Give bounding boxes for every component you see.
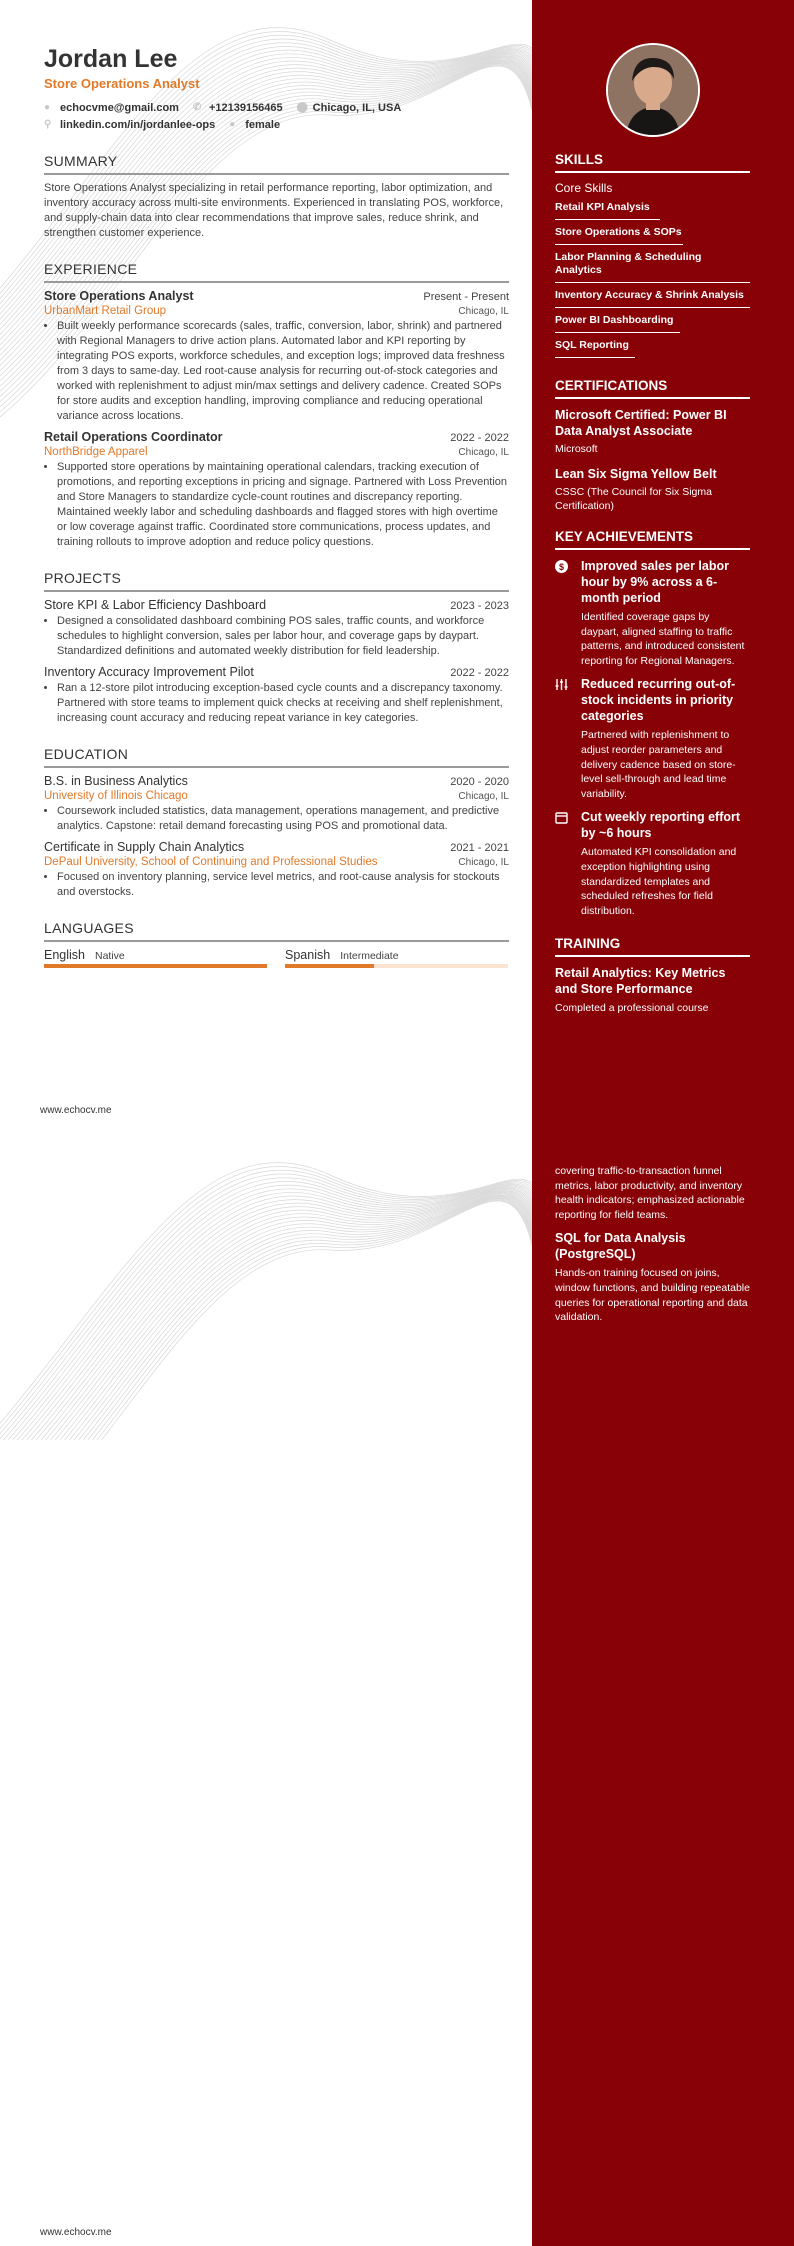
skill-item: Labor Planning & Scheduling Analytics bbox=[555, 245, 750, 283]
experience-title: EXPERIENCE bbox=[44, 261, 509, 283]
achievement-item bbox=[555, 558, 750, 668]
training-desc: Hands-on training focused on joins, window functions, and building repeatable queries for operational reporting and data validation. bbox=[555, 1267, 750, 1324]
gender-text: female bbox=[245, 118, 281, 131]
sidebar-content bbox=[555, 152, 750, 1016]
school-location: Chicago, IL bbox=[458, 857, 509, 868]
achievement-title: Cut weekly reporting effort by ~6 hours bbox=[581, 810, 741, 841]
project-bullet: • Designed a consolidated dashboard combining POS sales, traffic counts, and workforce schedules to highlight conversion, sales per labor hour, and coverage gaps by daypart. Standardized definitions and automated weekly distribution for field leadership. bbox=[57, 614, 509, 659]
certification-org: Microsoft bbox=[555, 443, 598, 455]
skill-item: Retail KPI Analysis bbox=[555, 195, 660, 220]
training-name: SQL for Data Analysis (PostgreSQL) bbox=[555, 1231, 686, 1262]
skill-item: Power BI Dashboarding bbox=[555, 308, 680, 333]
language-item bbox=[285, 948, 508, 968]
language-level: Intermediate bbox=[340, 950, 399, 962]
location-item bbox=[297, 102, 402, 114]
school-name: University of Illinois Chicago bbox=[44, 790, 188, 802]
certification-org: CSSC (The Council for Six Sigma Certification) bbox=[555, 486, 712, 512]
location-pin-icon: ⬤ bbox=[296, 101, 308, 113]
achievements-title: KEY ACHIEVEMENTS bbox=[555, 529, 750, 550]
project-entry bbox=[44, 598, 509, 659]
certification-name: Microsoft Certified: Power BI Data Analyst Associate bbox=[555, 408, 727, 438]
gender-item bbox=[229, 119, 280, 131]
phone-text: +12139156465 bbox=[208, 101, 283, 114]
person-icon: ● bbox=[229, 118, 236, 130]
experience-entry bbox=[44, 430, 509, 550]
skill-item: SQL Reporting bbox=[555, 333, 635, 358]
education-dates: 2021 - 2021 bbox=[450, 842, 509, 854]
dollar-icon bbox=[555, 558, 571, 668]
summary-text: Store Operations Analyst specializing in retail performance reporting, labor optimization, and inventory accuracy across multi-site environments. Experienced in translating POS, workforce, and supply-chain data into clear recommendations that improve sales, reduce shrink, and strengthen customer experience. bbox=[44, 182, 504, 239]
education-bullet: • Focused on inventory planning, service level metrics, and root-cause analysis for stockouts and overstocks. bbox=[57, 870, 509, 900]
sidebar-content-continued bbox=[555, 1164, 750, 1325]
language-level: Native bbox=[95, 950, 125, 962]
job-location: Chicago, IL bbox=[458, 306, 509, 317]
education-bullet: • Coursework included statistics, data management, operations management, and predictive analytics. Capstone: retail demand forecasting using POS and promotional data. bbox=[57, 804, 509, 834]
at-icon: ● bbox=[44, 101, 51, 113]
sliders-icon bbox=[555, 676, 571, 801]
footer-link[interactable]: www.echocv.me bbox=[40, 2227, 112, 2238]
skills-title: SKILLS bbox=[555, 152, 750, 173]
degree-name: Certificate in Supply Chain Analytics bbox=[44, 840, 245, 854]
job-dates: 2022 - 2022 bbox=[450, 432, 509, 444]
language-name: English bbox=[44, 948, 85, 962]
education-entry bbox=[44, 774, 509, 834]
certifications-title: CERTIFICATIONS bbox=[555, 378, 750, 399]
language-bar bbox=[285, 964, 508, 968]
project-name: Store KPI & Labor Efficiency Dashboard bbox=[44, 598, 267, 612]
skill-item: Inventory Accuracy & Shrink Analysis bbox=[555, 283, 750, 308]
summary-title: SUMMARY bbox=[44, 153, 509, 175]
page-break bbox=[0, 1122, 532, 1140]
contact-info bbox=[44, 99, 509, 133]
education-title: EDUCATION bbox=[44, 746, 509, 768]
education-entry bbox=[44, 840, 509, 900]
job-title: Store Operations Analyst bbox=[44, 289, 194, 303]
language-name: Spanish bbox=[285, 948, 331, 962]
achievement-desc: Automated KPI consolidation and exception highlighting using standardized templates and scheduled refreshes for field distribution. bbox=[581, 846, 737, 917]
linkedin-item[interactable] bbox=[44, 119, 215, 131]
phone-item[interactable] bbox=[193, 102, 283, 114]
training-desc: covering traffic-to-transaction funnel metrics, labor productivity, and inventory health indicators; emphasized actionable reporting for field teams. bbox=[555, 1165, 745, 1221]
calendar-icon bbox=[555, 809, 571, 918]
languages-list bbox=[44, 948, 509, 968]
education-dates: 2020 - 2020 bbox=[450, 776, 509, 788]
linkedin-text: linkedin.com/in/jordanlee-ops bbox=[60, 118, 216, 131]
experience-entry bbox=[44, 289, 509, 424]
location-text: Chicago, IL, USA bbox=[312, 101, 402, 114]
training-desc: Completed a professional course bbox=[555, 1002, 709, 1015]
job-bullet: • Supported store operations by maintaining operational calendars, tracking execution of promotions, and reporting exceptions in pricing and signage. Partnered with Loss Prevention and Store Managers to standardize cycle-count routines and discrepancy reporting. Maintained weekly labor and scheduling dashboards and flagged stores with high overtime or low coverage against traffic. Coordinated store communications, process updates, and training rollouts to improve adoption and reduce policy questions. bbox=[57, 460, 509, 550]
achievement-desc: Partnered with replenishment to adjust reorder parameters and delivery cadence based on store-level sell-through and lead time variability. bbox=[581, 729, 736, 800]
achievement-item bbox=[555, 809, 750, 918]
project-bullet: • Ran a 12-store pilot introducing exception-based cycle counts and a discrepancy taxonomy. Partnered with store teams to implement quick checks at receiving and shelf replenishment, increasing count accuracy and reducing repeat variance in key categories. bbox=[57, 681, 509, 726]
projects-title: PROJECTS bbox=[44, 570, 509, 592]
skill-item: Store Operations & SOPs bbox=[555, 220, 683, 245]
training-name: Retail Analytics: Key Metrics and Store Performance bbox=[555, 966, 726, 997]
phone-icon: ✆ bbox=[192, 101, 202, 113]
language-bar-fill bbox=[44, 964, 267, 968]
job-location: Chicago, IL bbox=[458, 447, 509, 458]
job-dates: Present - Present bbox=[423, 291, 509, 303]
svg-text:$: $ bbox=[558, 562, 565, 572]
school-location: Chicago, IL bbox=[458, 791, 509, 802]
candidate-name: Jordan Lee bbox=[44, 45, 178, 73]
language-item bbox=[44, 948, 267, 968]
main-column bbox=[44, 44, 509, 968]
training-title: TRAINING bbox=[555, 936, 750, 957]
achievement-title: Reduced recurring out-of-stock incidents in priority categories bbox=[581, 677, 736, 724]
degree-name: B.S. in Business Analytics bbox=[44, 774, 188, 788]
profile-photo bbox=[606, 43, 700, 137]
project-dates: 2023 - 2023 bbox=[450, 600, 509, 612]
candidate-role: Store Operations Analyst bbox=[44, 76, 200, 91]
company-name: UrbanMart Retail Group bbox=[44, 305, 167, 317]
language-bar-fill bbox=[285, 964, 374, 968]
project-dates: 2022 - 2022 bbox=[450, 667, 509, 679]
skills-heading: Core Skills bbox=[555, 181, 613, 195]
project-name: Inventory Accuracy Improvement Pilot bbox=[44, 665, 254, 679]
achievement-item bbox=[555, 676, 750, 801]
link-icon: ⚲ bbox=[44, 118, 52, 130]
school-name: DePaul University, School of Continuing and Professional Studies bbox=[44, 856, 378, 868]
job-title: Retail Operations Coordinator bbox=[44, 430, 223, 444]
job-bullet: • Built weekly performance scorecards (sales, traffic, conversion, labor, shrink) and partnered with Regional Managers to drive action plans. Automated labor and KPI reporting by integrating POS exports, workforce schedules, and exception logs; improved data freshness from 3 days to same-day. Led root-cause analysis for recurring out-of-stock categories and worked with replenishment to adjust min/max settings and delivery cadence. Created SOPs for store audits and exception handling, improving compliance and reducing operational variance across locations. bbox=[57, 319, 509, 424]
footer-link[interactable]: www.echocv.me bbox=[40, 1105, 112, 1116]
achievement-desc: Identified coverage gaps by daypart, aligned staffing to traffic patterns, and introduced consistent reporting for Regional Managers. bbox=[581, 611, 745, 667]
achievement-title: Improved sales per labor hour by 9% across a 6-month period bbox=[581, 559, 729, 605]
email-item[interactable] bbox=[44, 102, 179, 114]
languages-title: LANGUAGES bbox=[44, 920, 509, 942]
email-text: echocvme@gmail.com bbox=[60, 101, 179, 114]
certification-name: Lean Six Sigma Yellow Belt bbox=[555, 467, 717, 481]
language-bar bbox=[44, 964, 267, 968]
project-entry bbox=[44, 665, 509, 726]
company-name: NorthBridge Apparel bbox=[44, 446, 148, 458]
